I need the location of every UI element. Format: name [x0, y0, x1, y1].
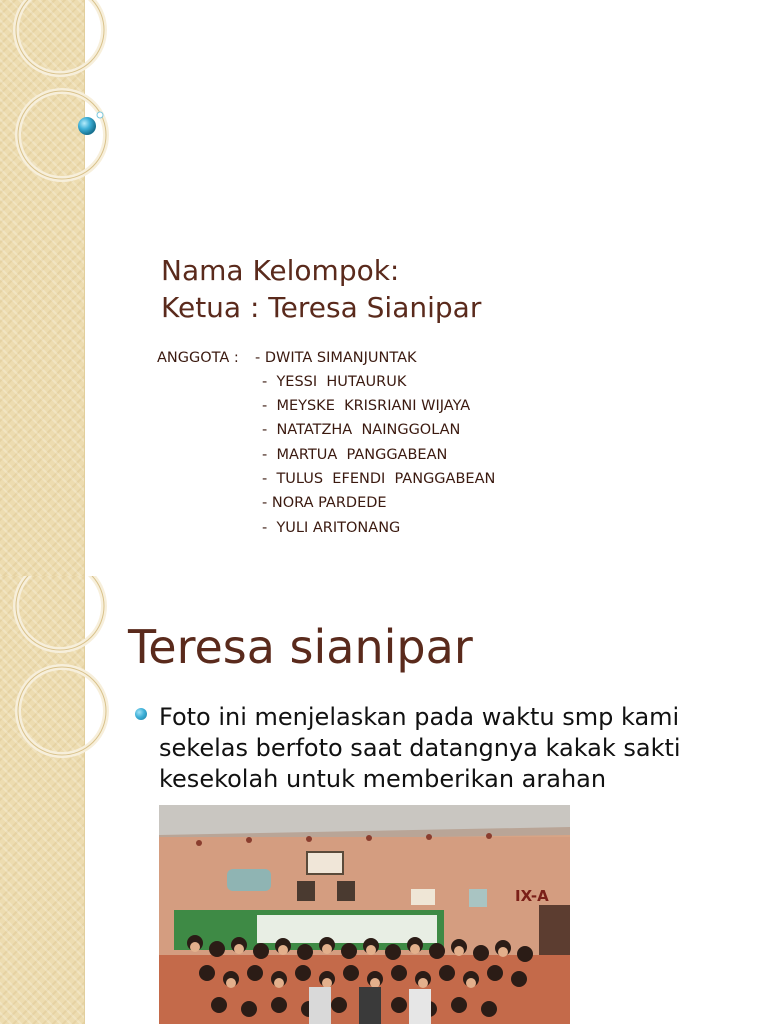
member-item: - MEYSKE KRISRIANI WIJAYA — [262, 398, 471, 414]
member-item: - TULUS EFENDI PANGGABEAN — [262, 471, 496, 487]
photo-class-sign: IX-A — [515, 887, 549, 905]
circle-rings-ornament — [0, 576, 120, 776]
bullet-text: Foto ini menjelaskan pada waktu smp kami sekelas berfoto saat datangnya kakak sakti kesekolah untuk memberikan arahan — [159, 703, 681, 793]
circle-rings-ornament — [0, 0, 120, 200]
slide-title: Teresa sianipar — [128, 620, 473, 674]
slide-2 — [0, 576, 768, 1024]
member-item: - YESSI HUTAURUK — [262, 374, 407, 390]
group-title — [161, 252, 481, 326]
member-item: - YULI ARITONANG — [262, 520, 401, 536]
member-item: - MARTUA PANGGABEAN — [262, 447, 448, 463]
group-title-line-2: Ketua : Teresa Sianipar — [161, 291, 482, 324]
class-group-photo — [159, 805, 570, 1024]
member-item: - DWITA SIMANJUNTAK — [255, 350, 417, 366]
blue-sphere-bullet-icon — [135, 708, 147, 720]
blue-bead-icon — [78, 117, 96, 135]
member-item: - NATATZHA NAINGGOLAN — [262, 422, 461, 438]
member-item: - NORA PARDEDE — [262, 495, 387, 511]
members-label: ANGGOTA : — [157, 350, 239, 366]
group-title-line-1: Nama Kelompok: — [161, 254, 400, 287]
